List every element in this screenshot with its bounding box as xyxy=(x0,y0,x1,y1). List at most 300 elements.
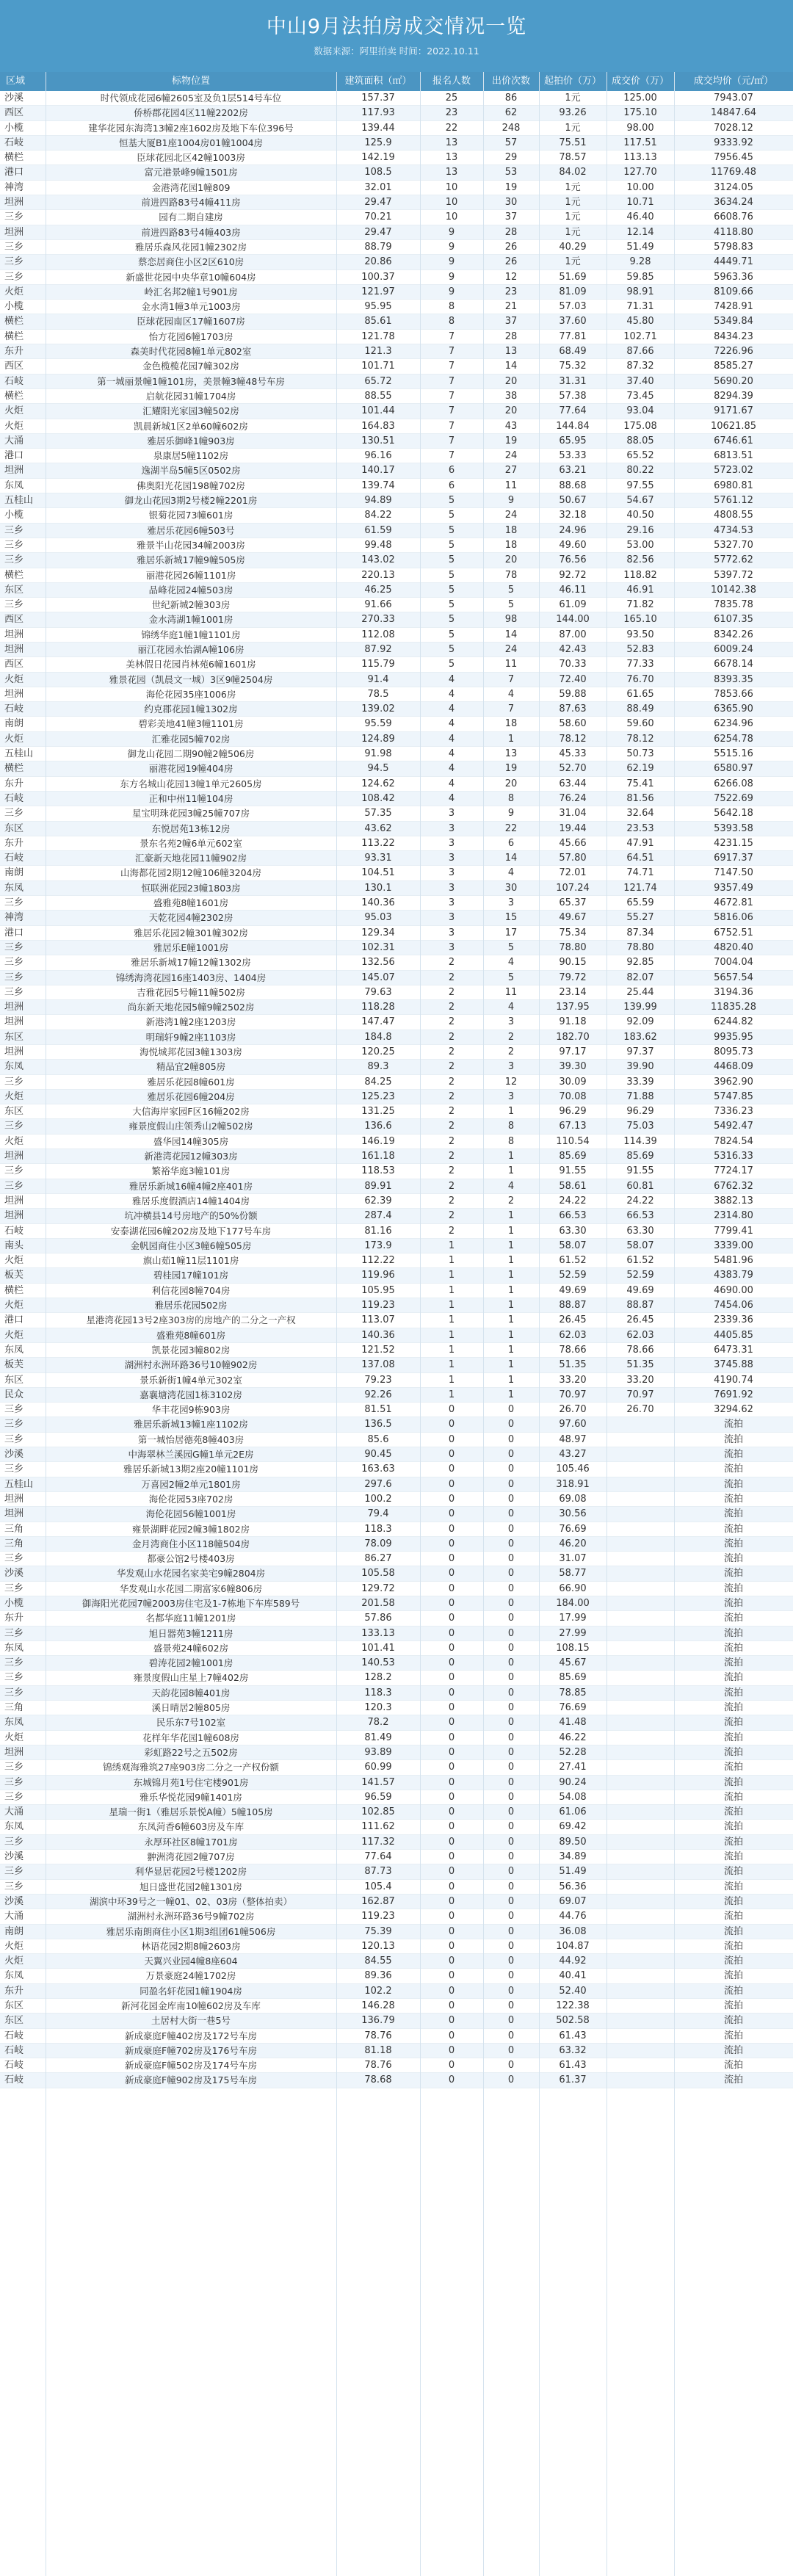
cell-avg-price: 9357.49 xyxy=(714,882,753,894)
cell-area: 102.85 xyxy=(361,1806,395,1818)
cell-start-price: 37.60 xyxy=(559,316,587,328)
cell-district: 五桂山 xyxy=(4,748,34,760)
cell-avg-price: 3294.62 xyxy=(714,1404,753,1416)
cell-location: 盛雅苑8幢601房 xyxy=(156,1329,226,1341)
cell-start-price: 75.32 xyxy=(559,361,587,372)
cell-start-price: 33.20 xyxy=(559,1374,587,1386)
cell-location: 雅居乐新城13期2座20幢1101房 xyxy=(123,1464,259,1475)
cell-start-price: 51.35 xyxy=(559,1359,587,1371)
cell-district: 三乡 xyxy=(4,539,24,551)
cell-location: 雅居乐花园6幢204房 xyxy=(147,1090,235,1102)
cell-bids: 4 xyxy=(507,1180,515,1192)
cell-avg-price: 6678.14 xyxy=(714,659,753,670)
column-divider xyxy=(539,72,540,2576)
cell-deal-price xyxy=(606,1492,674,1507)
cell-deal-price: 26.45 xyxy=(626,1314,654,1326)
cell-bids: 7 xyxy=(507,673,515,685)
cell-avg-price: 5690.20 xyxy=(714,375,753,387)
cell-district: 港口 xyxy=(4,167,24,178)
cell-start-price: 56.36 xyxy=(559,1881,587,1892)
cell-deal-price xyxy=(606,1776,674,1790)
cell-location: 利信花园8幢704房 xyxy=(151,1284,231,1296)
cell-bids: 2 xyxy=(507,1046,515,1057)
column-header-bids: 出价次数 xyxy=(491,76,530,87)
cell-location: 正和中州11幢104房 xyxy=(148,792,233,804)
cell-bids: 30 xyxy=(504,197,518,209)
cell-area: 136.5 xyxy=(364,1419,392,1430)
cell-bids: 8 xyxy=(507,792,515,804)
cell-district: 火炬 xyxy=(4,420,24,432)
cell-deal-price: 125.00 xyxy=(623,93,657,104)
cell-deal-price: 37.40 xyxy=(626,375,654,387)
cell-avg-price: 4118.80 xyxy=(714,226,753,238)
cell-area: 112.08 xyxy=(361,629,395,640)
cell-area: 129.72 xyxy=(361,1582,395,1594)
cell-start-price: 91.18 xyxy=(559,1016,587,1028)
cell-area: 141.57 xyxy=(361,1776,395,1788)
cell-deal-price: 92.85 xyxy=(626,957,654,969)
cell-registrants: 2 xyxy=(448,1225,455,1237)
cell-area: 29.47 xyxy=(364,197,392,209)
cell-district: 神湾 xyxy=(4,181,24,193)
cell-start-price: 70.33 xyxy=(559,659,587,670)
cell-bids: 86 xyxy=(504,93,518,104)
cell-area: 85.6 xyxy=(367,1433,389,1445)
cell-deal-price: 40.50 xyxy=(626,510,654,521)
cell-area: 118.3 xyxy=(364,1523,392,1535)
cell-registrants: 0 xyxy=(448,1464,455,1475)
cell-deal-price: 88.49 xyxy=(626,703,654,715)
cell-registrants: 7 xyxy=(448,346,455,358)
cell-start-price: 502.58 xyxy=(556,2015,590,2027)
cell-district: 小榄 xyxy=(4,510,24,521)
cell-location: 海伦花园53座702房 xyxy=(148,1493,233,1505)
cell-deal-price: 71.88 xyxy=(626,1090,654,1102)
cell-district: 东升 xyxy=(4,1613,24,1624)
cell-registrants: 0 xyxy=(448,1449,455,1461)
cell-district: 坦洲 xyxy=(4,1151,24,1162)
cell-avg-price: 流拍 xyxy=(723,1642,743,1654)
cell-deal-price: 93.50 xyxy=(626,629,654,640)
cell-bids: 78 xyxy=(504,569,518,581)
cell-area: 79.63 xyxy=(364,986,392,998)
cell-location: 园有二期自建房 xyxy=(159,211,223,223)
cell-deal-price: 73.45 xyxy=(626,390,654,402)
cell-district: 东升 xyxy=(4,778,24,789)
cell-district: 三乡 xyxy=(4,271,24,283)
cell-start-price: 96.29 xyxy=(559,1106,587,1118)
cell-bids: 7 xyxy=(507,703,515,715)
cell-avg-price: 6107.35 xyxy=(714,614,753,626)
cell-location: 雅居乐花园8幢601房 xyxy=(147,1076,235,1088)
cell-registrants: 10 xyxy=(445,211,458,223)
cell-deal-price: 117.51 xyxy=(623,137,657,148)
cell-area: 100.37 xyxy=(361,271,395,283)
cell-district: 坦洲 xyxy=(4,226,24,238)
cell-avg-price: 6254.78 xyxy=(714,733,753,745)
cell-area: 147.47 xyxy=(361,1016,395,1028)
cell-start-price: 81.09 xyxy=(559,286,587,297)
cell-location: 天乾花园4幢2302房 xyxy=(148,912,233,924)
cell-avg-price: 4383.79 xyxy=(714,1270,753,1281)
cell-avg-price: 流拍 xyxy=(723,1449,743,1461)
cell-registrants: 1 xyxy=(448,1359,455,1371)
cell-avg-price: 7428.91 xyxy=(714,301,753,313)
cell-bids: 20 xyxy=(504,405,518,417)
cell-area: 112.22 xyxy=(361,1255,395,1267)
cell-bids: 1 xyxy=(507,1374,515,1386)
cell-start-price: 108.15 xyxy=(556,1642,590,1654)
cell-bids: 18 xyxy=(504,718,518,730)
cell-registrants: 2 xyxy=(448,1090,455,1102)
cell-district: 石岐 xyxy=(4,2074,24,2086)
cell-start-price: 85.69 xyxy=(559,1151,587,1162)
cell-bids: 24 xyxy=(504,643,518,655)
cell-area: 20.86 xyxy=(364,256,392,268)
cell-area: 29.47 xyxy=(364,226,392,238)
cell-district: 火炬 xyxy=(4,1940,24,1952)
cell-district: 横栏 xyxy=(4,316,24,328)
cell-deal-price: 51.49 xyxy=(626,241,654,253)
cell-registrants: 1 xyxy=(448,1329,455,1341)
cell-registrants: 1 xyxy=(448,1374,455,1386)
cell-deal-price xyxy=(606,1805,674,1820)
cell-start-price: 51.49 xyxy=(559,1866,587,1878)
cell-deal-price xyxy=(606,1522,674,1537)
cell-avg-price: 流拍 xyxy=(723,1940,743,1952)
cell-start-price: 1元 xyxy=(565,256,581,268)
cell-district: 神湾 xyxy=(4,912,24,924)
column-header-district: 区域 xyxy=(6,76,26,87)
cell-bids: 24 xyxy=(504,510,518,521)
cell-registrants: 0 xyxy=(448,1806,455,1818)
cell-bids: 4 xyxy=(507,1002,515,1013)
cell-area: 78.68 xyxy=(364,2074,392,2086)
cell-location: 碧桂园17幢101房 xyxy=(153,1270,229,1281)
cell-registrants: 2 xyxy=(448,1002,455,1013)
cell-deal-price: 63.30 xyxy=(626,1225,654,1237)
cell-location: 都豪公馆2号楼403房 xyxy=(147,1553,235,1565)
cell-location: 新成豪庭F幢502房及174号车房 xyxy=(125,2060,257,2072)
cell-location: 第一城丽景幢1幢101房，美景幢3幢48号车房 xyxy=(97,375,285,387)
cell-location: 万景豪庭24幢1702房 xyxy=(145,1970,236,1982)
cell-avg-price: 流拍 xyxy=(723,1970,743,1982)
cell-area: 101.71 xyxy=(361,361,395,372)
cell-registrants: 0 xyxy=(448,1985,455,1997)
cell-avg-price: 流拍 xyxy=(723,1538,743,1549)
cell-district: 板芙 xyxy=(4,1270,24,1281)
cell-district: 横栏 xyxy=(4,1284,24,1296)
cell-district: 东凤 xyxy=(4,1717,24,1729)
cell-start-price: 46.11 xyxy=(559,584,587,596)
cell-start-price: 97.60 xyxy=(559,1419,587,1430)
cell-area: 162.87 xyxy=(361,1895,395,1907)
cell-bids: 30 xyxy=(504,882,518,894)
cell-registrants: 4 xyxy=(448,703,455,715)
cell-registrants: 3 xyxy=(448,853,455,864)
cell-deal-price: 88.87 xyxy=(626,1300,654,1311)
cell-deal-price: 93.04 xyxy=(626,405,654,417)
cell-location: 锦绣华庭1幢1幢1101房 xyxy=(141,629,241,640)
cell-deal-price: 59.85 xyxy=(626,271,654,283)
cell-registrants: 4 xyxy=(448,792,455,804)
cell-start-price: 88.87 xyxy=(559,1300,587,1311)
cell-registrants: 3 xyxy=(448,912,455,924)
cell-bids: 17 xyxy=(504,927,518,938)
cell-location: 花样年华花园1幢608房 xyxy=(142,1732,239,1743)
cell-registrants: 5 xyxy=(448,510,455,521)
cell-deal-price: 65.59 xyxy=(626,897,654,909)
cell-area: 287.4 xyxy=(364,1210,392,1222)
cell-start-price: 58.77 xyxy=(559,1568,587,1580)
cell-bids: 0 xyxy=(507,1419,515,1430)
cell-location: 尚东新天地花园5幢9幢2502房 xyxy=(127,1002,255,1013)
cell-deal-price: 65.52 xyxy=(626,450,654,462)
cell-start-price: 84.02 xyxy=(559,167,587,178)
cell-area: 46.25 xyxy=(364,584,392,596)
cell-avg-price: 6234.96 xyxy=(714,718,753,730)
cell-registrants: 0 xyxy=(448,1553,455,1565)
cell-avg-price: 流拍 xyxy=(723,1881,743,1892)
cell-area: 81.16 xyxy=(364,1225,392,1237)
cell-registrants: 3 xyxy=(448,897,455,909)
cell-registrants: 7 xyxy=(448,435,455,446)
cell-start-price: 31.31 xyxy=(559,375,587,387)
cell-avg-price: 8109.66 xyxy=(714,286,753,297)
cell-area: 220.13 xyxy=(361,569,395,581)
cell-area: 89.3 xyxy=(367,1061,389,1073)
cell-area: 131.25 xyxy=(361,1106,395,1118)
cell-start-price: 26.70 xyxy=(559,1404,587,1416)
cell-district: 三乡 xyxy=(4,1836,24,1848)
cell-start-price: 68.49 xyxy=(559,346,587,358)
cell-registrants: 4 xyxy=(448,673,455,685)
cell-registrants: 1 xyxy=(448,1300,455,1311)
cell-start-price: 90.15 xyxy=(559,957,587,969)
cell-registrants: 2 xyxy=(448,1016,455,1028)
cell-start-price: 78.85 xyxy=(559,1687,587,1698)
column-header-start-price: 起拍价（万） xyxy=(543,76,601,87)
cell-start-price: 44.92 xyxy=(559,1955,587,1967)
cell-deal-price: 51.35 xyxy=(626,1359,654,1371)
cell-avg-price: 7522.69 xyxy=(714,792,753,804)
cell-avg-price: 3124.05 xyxy=(714,181,753,193)
cell-location: 逸湖半岛5幢5区0502房 xyxy=(141,465,241,477)
cell-district: 板芙 xyxy=(4,1359,24,1371)
cell-location: 银菊花园73幢601房 xyxy=(148,510,233,521)
cell-deal-price: 32.64 xyxy=(626,808,654,820)
cell-deal-price: 54.67 xyxy=(626,495,654,507)
cell-location: 旭日盛世花园2幢1301房 xyxy=(140,1881,242,1892)
cell-location: 海悦城邦花园3幢1303房 xyxy=(140,1046,242,1057)
cell-location: 雍景度假山庄领秀山2幢502房 xyxy=(128,1121,253,1132)
cell-avg-price: 7824.54 xyxy=(714,1135,753,1147)
cell-district: 东升 xyxy=(4,346,24,358)
cell-area: 95.59 xyxy=(364,718,392,730)
cell-avg-price: 6813.51 xyxy=(714,450,753,462)
cell-district: 三乡 xyxy=(4,1076,24,1088)
cell-avg-price: 流拍 xyxy=(723,2044,743,2056)
cell-bids: 57 xyxy=(504,137,518,148)
cell-area: 78.09 xyxy=(364,1538,392,1549)
cell-avg-price: 5397.72 xyxy=(714,569,753,581)
cell-bids: 14 xyxy=(504,853,518,864)
cell-district: 大涌 xyxy=(4,1911,24,1922)
cell-bids: 22 xyxy=(504,822,518,834)
cell-area: 121.78 xyxy=(361,330,395,342)
cell-area: 96.16 xyxy=(364,450,392,462)
cell-district: 五桂山 xyxy=(4,495,34,507)
cell-avg-price: 6244.82 xyxy=(714,1016,753,1028)
cell-location: 雅居乐新城17幢12幢1302房 xyxy=(131,957,251,969)
cell-district: 沙溪 xyxy=(4,1851,24,1863)
cell-deal-price: 175.08 xyxy=(623,420,657,432)
cell-location: 汇雅花园5幢702房 xyxy=(151,733,231,745)
cell-deal-price: 26.70 xyxy=(626,1404,654,1416)
cell-district: 石岐 xyxy=(4,703,24,715)
cell-registrants: 0 xyxy=(448,1911,455,1922)
cell-registrants: 13 xyxy=(445,152,458,164)
cell-district: 石岐 xyxy=(4,137,24,148)
cell-bids: 0 xyxy=(507,1627,515,1639)
cell-district: 三乡 xyxy=(4,1582,24,1594)
cell-area: 101.44 xyxy=(361,405,395,417)
cell-bids: 43 xyxy=(504,420,518,432)
cell-deal-price xyxy=(606,1537,674,1552)
cell-avg-price: 流拍 xyxy=(723,1791,743,1803)
cell-start-price: 30.09 xyxy=(559,1076,587,1088)
cell-bids: 13 xyxy=(504,346,518,358)
cell-area: 91.4 xyxy=(367,673,389,685)
cell-registrants: 0 xyxy=(448,1702,455,1714)
cell-start-price: 1元 xyxy=(565,226,581,238)
cell-start-price: 87.63 xyxy=(559,703,587,715)
cell-registrants: 0 xyxy=(448,2060,455,2072)
cell-avg-price: 4820.40 xyxy=(714,941,753,953)
cell-bids: 0 xyxy=(507,1970,515,1982)
cell-area: 120.25 xyxy=(361,1046,395,1057)
cell-registrants: 5 xyxy=(448,599,455,611)
cell-area: 119.23 xyxy=(361,1911,395,1922)
cell-area: 139.44 xyxy=(361,122,395,134)
cell-deal-price xyxy=(606,1433,674,1447)
cell-area: 84.22 xyxy=(364,510,392,521)
cell-location: 吉雅花园5号幢11幢502房 xyxy=(137,986,245,998)
cell-avg-price: 11769.48 xyxy=(710,167,757,178)
cell-location: 雅居乐花园2幢301幢302房 xyxy=(134,927,248,938)
cell-district: 东区 xyxy=(4,1031,24,1043)
cell-registrants: 0 xyxy=(448,1732,455,1743)
cell-area: 78.5 xyxy=(367,688,389,700)
cell-location: 丽港花园19幢404房 xyxy=(148,763,233,775)
cell-bids: 1 xyxy=(507,1344,515,1356)
cell-start-price: 137.95 xyxy=(556,1002,590,1013)
column-divider xyxy=(336,72,337,2576)
cell-bids: 11 xyxy=(504,659,518,670)
cell-avg-price: 流拍 xyxy=(723,1493,743,1505)
cell-bids: 1 xyxy=(507,1225,515,1237)
cell-bids: 28 xyxy=(504,226,518,238)
cell-registrants: 25 xyxy=(445,93,458,104)
cell-start-price: 19.44 xyxy=(559,822,587,834)
cell-bids: 0 xyxy=(507,1702,515,1714)
cell-district: 沙溪 xyxy=(4,1449,24,1461)
cell-deal-price: 127.70 xyxy=(623,167,657,178)
cell-registrants: 5 xyxy=(448,495,455,507)
cell-start-price: 91.55 xyxy=(559,1165,587,1177)
cell-area: 146.19 xyxy=(361,1135,395,1147)
column-divider xyxy=(483,72,484,2576)
cell-start-price: 78.80 xyxy=(559,941,587,953)
cell-deal-price: 165.10 xyxy=(623,614,657,626)
cell-bids: 0 xyxy=(507,1925,515,1937)
cell-start-price: 76.69 xyxy=(559,1523,587,1535)
cell-start-price: 67.13 xyxy=(559,1121,587,1132)
cell-start-price: 53.33 xyxy=(559,450,587,462)
cell-bids: 5 xyxy=(507,584,515,596)
cell-bids: 0 xyxy=(507,1762,515,1773)
cell-location: 凯晨新城1区2单60幢602房 xyxy=(134,420,248,432)
cell-deal-price: 96.29 xyxy=(626,1106,654,1118)
column-header-area: 建筑面积（㎡） xyxy=(344,76,412,87)
cell-location: 金帆园商住小区3幢6幢505房 xyxy=(130,1240,252,1251)
cell-avg-price: 2339.36 xyxy=(714,1314,753,1326)
cell-avg-price: 流拍 xyxy=(723,1419,743,1430)
cell-deal-price xyxy=(606,1999,674,2014)
cell-bids: 0 xyxy=(507,1806,515,1818)
cell-location: 嘉襄塘湾花园1栋3102房 xyxy=(140,1389,242,1400)
cell-start-price: 66.53 xyxy=(559,1210,587,1222)
cell-deal-price: 82.56 xyxy=(626,554,654,566)
cell-deal-price xyxy=(606,1701,674,1715)
cell-avg-price: 流拍 xyxy=(723,1508,743,1520)
cell-avg-price: 流拍 xyxy=(723,1657,743,1669)
cell-avg-price: 4231.15 xyxy=(714,837,753,849)
column-header-avg-price: 成交均价（元/㎡） xyxy=(693,76,774,87)
cell-deal-price: 39.90 xyxy=(626,1061,654,1073)
cell-location: 品峰花园24幢503房 xyxy=(148,584,233,596)
cell-deal-price: 62.19 xyxy=(626,763,654,775)
cell-start-price: 49.69 xyxy=(559,1284,587,1296)
cell-area: 121.52 xyxy=(361,1344,395,1356)
cell-area: 119.96 xyxy=(361,1270,395,1281)
cell-registrants: 0 xyxy=(448,2015,455,2027)
cell-registrants: 4 xyxy=(448,733,455,745)
cell-avg-price: 7028.12 xyxy=(714,122,753,134)
cell-area: 95.95 xyxy=(364,301,392,313)
cell-location: 金水湾1幢3单元1003房 xyxy=(141,301,241,313)
cell-avg-price: 流拍 xyxy=(723,1732,743,1743)
cell-area: 120.3 xyxy=(364,1702,392,1714)
cell-area: 81.49 xyxy=(364,1732,392,1743)
cell-bids: 0 xyxy=(507,1776,515,1788)
cell-registrants: 1 xyxy=(448,1284,455,1296)
cell-registrants: 2 xyxy=(448,1031,455,1043)
cell-district: 港口 xyxy=(4,1314,24,1326)
cell-registrants: 0 xyxy=(448,1776,455,1788)
cell-start-price: 110.54 xyxy=(556,1135,590,1147)
cell-start-price: 49.67 xyxy=(559,912,587,924)
cell-area: 65.72 xyxy=(364,375,392,387)
cell-district: 东凤 xyxy=(4,1061,24,1073)
cell-bids: 38 xyxy=(504,390,518,402)
cell-registrants: 5 xyxy=(448,614,455,626)
cell-avg-price: 流拍 xyxy=(723,1806,743,1818)
cell-bids: 11 xyxy=(504,480,518,491)
cell-bids: 0 xyxy=(507,1582,515,1594)
cell-start-price: 49.60 xyxy=(559,539,587,551)
cell-bids: 21 xyxy=(504,301,518,313)
